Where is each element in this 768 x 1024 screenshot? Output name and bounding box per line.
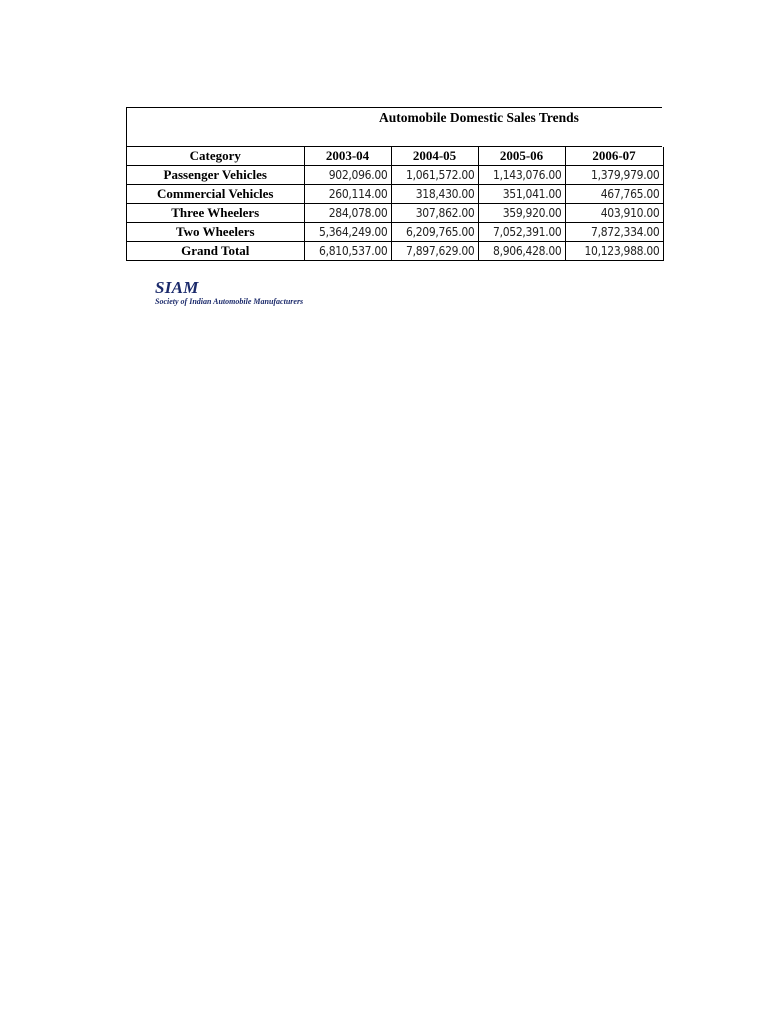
table-cell: 307,862.00 [391,204,478,223]
table-cell: 7,897,629.00 [391,242,478,261]
table-cell: 260,114.00 [304,185,391,204]
table-row [127,223,663,242]
siam-logo [155,279,303,307]
logo-wordmark: SIAM [155,278,199,297]
table-cell: 359,920.00 [478,204,565,223]
table-row-total [127,242,663,261]
table-row [127,185,663,204]
row-category: Commercial Vehicles [127,185,304,204]
row-category: Two Wheelers [127,223,304,242]
table-cell: 1,143,076.00 [478,166,565,185]
table-cell: 7,052,391.00 [478,223,565,242]
table-cell: 8,906,428.00 [478,242,565,261]
row-category: Three Wheelers [127,204,304,223]
table-title: Automobile Domestic Sales Trends [379,110,579,125]
table-cell: 351,041.00 [478,185,565,204]
sales-table-sheet [126,107,662,261]
table-cell: 318,430.00 [391,185,478,204]
header-row [127,147,663,166]
table-cell: 6,810,537.00 [304,242,391,261]
table-cell: 6,209,765.00 [391,223,478,242]
sales-table [127,147,664,261]
column-header-year: 2005-06 [478,147,565,166]
row-category: Passenger Vehicles [127,166,304,185]
table-cell: 902,096.00 [304,166,391,185]
table-cell: 7,872,334.00 [565,223,663,242]
table-cell: 5,364,249.00 [304,223,391,242]
row-category: Grand Total [127,242,304,261]
table-cell: 1,061,572.00 [391,166,478,185]
column-header-year: 2004-05 [391,147,478,166]
table-row [127,166,663,185]
column-header-year: 2003-04 [304,147,391,166]
logo-tagline: Society of Indian Automobile Manufacturers [155,297,304,306]
column-header-year: 2006-07 [565,147,663,166]
table-cell: 284,078.00 [304,204,391,223]
column-header-category: Category [127,147,304,166]
table-row [127,204,663,223]
table-cell: 467,765.00 [565,185,663,204]
table-cell: 403,910.00 [565,204,663,223]
table-cell: 1,379,979.00 [565,166,663,185]
title-row [127,108,662,147]
table-cell: 10,123,988.00 [565,242,663,261]
